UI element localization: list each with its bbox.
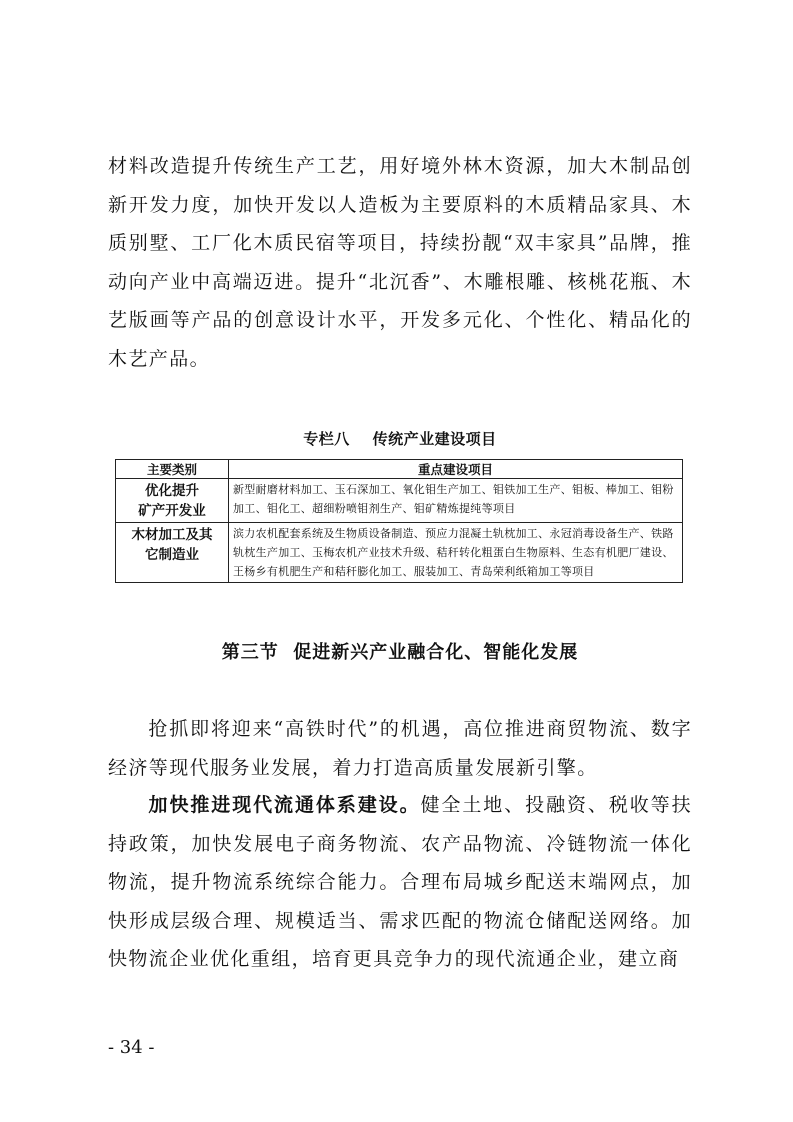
- projects-cell: 新型耐磨材料加工、玉石深加工、氧化钼生产加工、钼铁加工生产、钼板、棒加工、钼粉加工、钼化工、超细粉喷钼剂生产、钼矿精炼提纯等项目: [229, 479, 683, 523]
- body-paragraph-intro: [108, 710, 692, 787]
- category-label-line: 它制造业: [145, 547, 199, 563]
- table-row: [116, 523, 683, 583]
- paragraph-text: 抢抓即将迎来“高铁时代”的机遇，高位推进商贸物流、数字经济等现代服务业发展，着力打造高质量发展新引擎。: [108, 718, 692, 779]
- paragraph-lead-heading: 加快推进现代流通体系建设。: [148, 794, 421, 816]
- section-heading: 第三节 促进新兴产业融合化、智能化发展: [221, 642, 579, 663]
- category-label-line: 优化提升: [145, 483, 199, 499]
- page-number: - 34 -: [108, 1037, 155, 1058]
- header-category: 主要类别: [116, 460, 229, 479]
- body-paragraph-logistics: [108, 786, 692, 979]
- body-paragraph-wood-products: 材料改造提升传统生产工艺，用好境外林木资源，加大木制品创新开发力度，加快开发以人造板为主要原料的木质精品家具、木质别墅、工厂化木质民宿等项目，持续扮靓“双丰家具”品牌，推动向产业中高端迈进。提升“北沉香”、木雕根雕、核桃花瓶、木艺版画等产品的创意设计水平，开发多元化、个性化、精品化的木艺产品。: [108, 155, 692, 370]
- table-row: [116, 479, 683, 523]
- table-header-row: [116, 460, 683, 479]
- projects-cell: 滨力农机配套系统及生物质设备制造、预应力混凝土轨枕加工、永冠消毒设备生产、铁路轨枕生产加工、玉梅农机产业技术升级、秸秆转化粗蛋白生物原料、生态有机肥厂建设、王杨乡有机肥生产和秸秆膨化加工、服装加工、青岛荣利纸箱加工等项目: [229, 523, 683, 583]
- table-title: 专栏八 传统产业建设项目: [303, 430, 497, 448]
- category-cell: [116, 523, 229, 583]
- category-label-line: 矿产开发业: [138, 503, 206, 519]
- category-cell: [116, 479, 229, 523]
- category-label-line: 木材加工及其: [131, 527, 213, 543]
- header-projects: 重点建设项目: [229, 460, 683, 479]
- paragraph-text: 健全土地、投融资、税收等扶持政策，加快发展电子商务物流、农产品物流、冷链物流一体化物流，提升物流系统综合能力。合理布局城乡配送末端网点，加快形成层级合理、规模适当、需求匹配的物流仓储配送网络。加快物流企业优化重组，培育更具竞争力的现代流通企业，建立商: [108, 794, 693, 970]
- traditional-industry-project-table: [115, 459, 683, 583]
